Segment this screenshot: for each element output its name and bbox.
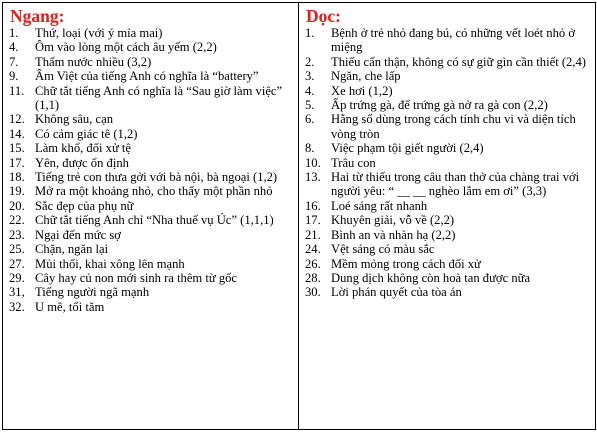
down-clue-item	[305, 242, 589, 256]
down-clue-text: Ấp trứng gà, để trứng gà nở ra gà con (2,2)	[331, 98, 548, 113]
across-clue-item	[9, 199, 292, 213]
across-clue-item	[9, 242, 292, 256]
across-clue-text: Ngại đến mức sợ	[35, 227, 121, 242]
down-clue-text: Việc phạm tội giết người (2,4)	[331, 141, 484, 156]
across-column	[3, 3, 299, 430]
down-clue-item	[305, 141, 589, 155]
down-clue-item	[305, 285, 589, 299]
across-clue-item	[9, 300, 292, 314]
across-heading: Ngang:	[10, 6, 65, 26]
down-clue-text: Hằng số dùng trong cách tính chu vi và diện tích vòng tròn	[331, 112, 576, 141]
down-clue-item	[305, 55, 589, 69]
across-clue-item	[9, 156, 292, 170]
down-clue-item	[305, 112, 589, 141]
across-clue-item	[9, 84, 292, 113]
down-clue-item	[305, 98, 589, 112]
across-clue-item	[9, 170, 292, 184]
down-clue-number: 6.	[305, 112, 315, 127]
across-clue-number: 23.	[9, 227, 25, 242]
across-clue-number: 12.	[9, 112, 25, 127]
down-clue-text: Dung dịch không còn hoà tan được nữa	[331, 270, 531, 285]
across-clue-number: 11.	[9, 83, 25, 98]
across-clue-text: Chặn, ngăn lại	[35, 242, 109, 257]
down-clue-number: 4.	[305, 83, 315, 98]
across-clue-text: Ôm vào lòng một cách âu yếm (2,2)	[35, 40, 217, 55]
down-clue-text: Khuyên giải, vỗ về (2,2)	[331, 213, 455, 228]
down-clue-number: 3.	[305, 69, 315, 84]
across-clue-text: Chữ tắt tiếng Anh chỉ “Nha thuế vụ Úc” (1,1,1)	[35, 213, 274, 228]
across-clue-text: Tiếng người ngã mạnh	[35, 285, 150, 300]
down-clue-item	[305, 199, 589, 213]
down-clue-item	[305, 26, 589, 55]
down-clue-text: Mềm mỏng trong cách đối xử	[331, 256, 481, 271]
down-clue-number: 10.	[305, 155, 321, 170]
across-clue-list	[9, 26, 292, 314]
down-clue-item	[305, 213, 589, 227]
across-clue-text: Sắc đẹp của phụ nữ	[35, 198, 134, 213]
across-clue-number: 14.	[9, 126, 25, 141]
down-heading: Dọc:	[306, 6, 341, 26]
down-clue-number: 17.	[305, 213, 321, 228]
down-clue-number: 5.	[305, 98, 315, 113]
across-clue-text: Thứ, loại (với ý mỉa mai)	[35, 26, 163, 40]
across-clue-text: Có cảm giác tê (1,2)	[35, 126, 138, 141]
down-clue-text: Trâu con	[331, 155, 376, 170]
down-clue-text: Loé sáng rất nhanh	[331, 198, 428, 213]
down-clue-number: 1.	[305, 26, 315, 40]
down-clue-text: Thiếu cẩn thận, không có sự giữ gìn cần thiết (2,4)	[331, 54, 586, 69]
down-clue-number: 2.	[305, 54, 315, 69]
down-clue-number: 8.	[305, 141, 315, 156]
across-clue-number: 25.	[9, 242, 25, 257]
down-clue-item	[305, 228, 589, 242]
clues-table	[2, 2, 596, 430]
down-clue-item	[305, 257, 589, 271]
down-clue-text: Xe hơi (1,2)	[331, 83, 393, 98]
across-clue-item	[9, 55, 292, 69]
across-clue-item	[9, 26, 292, 40]
down-clue-number: 28.	[305, 270, 321, 285]
across-clue-text: Chữ tắt tiếng Anh có nghĩa là “Sau giờ làm việc” (1,1)	[35, 83, 283, 113]
down-clue-text: Ngăn, che lấp	[331, 69, 401, 84]
across-clue-text: Âm Việt của tiếng Anh có nghĩa là “battery”	[35, 69, 259, 84]
down-clue-number: 24.	[305, 242, 321, 257]
across-clue-number: 29.	[9, 270, 25, 285]
down-clue-text: Bình an và nhàn hạ (2,2)	[331, 227, 456, 242]
across-clue-item	[9, 228, 292, 242]
across-clue-number: 17.	[9, 155, 25, 170]
down-clue-number: 30.	[305, 285, 321, 300]
across-clue-text: Làm khổ, đối xử tệ	[35, 141, 132, 156]
across-clue-item	[9, 285, 292, 299]
down-column	[299, 3, 596, 430]
across-clue-number: 1.	[9, 26, 19, 40]
down-clue-item	[305, 69, 589, 83]
across-clue-number: 20.	[9, 198, 25, 213]
down-clue-number: 16.	[305, 198, 321, 213]
down-clue-text: Vệt sáng có màu sắc	[331, 242, 435, 257]
across-clue-number: 4.	[9, 40, 19, 55]
across-clue-text: U mê, tối tăm	[35, 299, 105, 314]
across-clue-number: 15.	[9, 141, 25, 156]
across-clue-text: Tiếng trẻ con thưa gởi với bà nội, bà ngoại (1,2)	[35, 170, 278, 185]
across-clue-text: Cây hay củ non mới sinh ra thêm từ gốc	[35, 270, 238, 285]
across-clue-item	[9, 213, 292, 227]
down-clue-text: Hai từ thiếu trong câu than thở của chàng trai với người yêu: “ __ __ nghèo lắm em ơi” (3,3)	[331, 170, 580, 199]
across-clue-number: 32.	[9, 299, 25, 314]
across-clue-text: Mở ra một khoảng nhỏ, cho thấy một phần nhỏ	[35, 184, 273, 199]
across-clue-item	[9, 112, 292, 126]
across-clue-item	[9, 257, 292, 271]
across-clue-item	[9, 127, 292, 141]
across-clue-number: 31,	[9, 285, 25, 300]
across-clue-number: 22.	[9, 213, 25, 228]
across-clue-item	[9, 271, 292, 285]
down-clue-item	[305, 156, 589, 170]
down-clue-list	[305, 26, 589, 300]
across-clue-text: Yên, được ổn định	[35, 155, 129, 170]
across-clue-text: Không sâu, cạn	[35, 112, 113, 127]
across-clue-text: Thấm nước nhiều (3,2)	[35, 54, 152, 69]
across-clue-number: 9.	[9, 69, 19, 84]
down-clue-text: Bệnh ở trẻ nhỏ đang bú, có những vết loét nhỏ ở miệng	[331, 26, 575, 55]
down-clue-item	[305, 271, 589, 285]
across-clue-number: 18.	[9, 170, 25, 185]
across-clue-item	[9, 184, 292, 198]
across-clue-item	[9, 40, 292, 54]
down-clue-text: Lời phán quyết của tòa án	[331, 285, 462, 300]
down-clue-item	[305, 170, 589, 199]
across-clue-number: 27.	[9, 256, 25, 271]
across-clue-number: 19.	[9, 184, 25, 199]
down-clue-number: 21.	[305, 227, 321, 242]
down-clue-number: 26.	[305, 256, 321, 271]
across-clue-number: 7.	[9, 54, 19, 69]
down-clue-item	[305, 84, 589, 98]
down-clue-number: 13.	[305, 170, 321, 185]
across-clue-item	[9, 69, 292, 83]
across-clue-item	[9, 141, 292, 155]
across-clue-text: Mủi thối, khai xông lên mạnh	[35, 256, 185, 271]
